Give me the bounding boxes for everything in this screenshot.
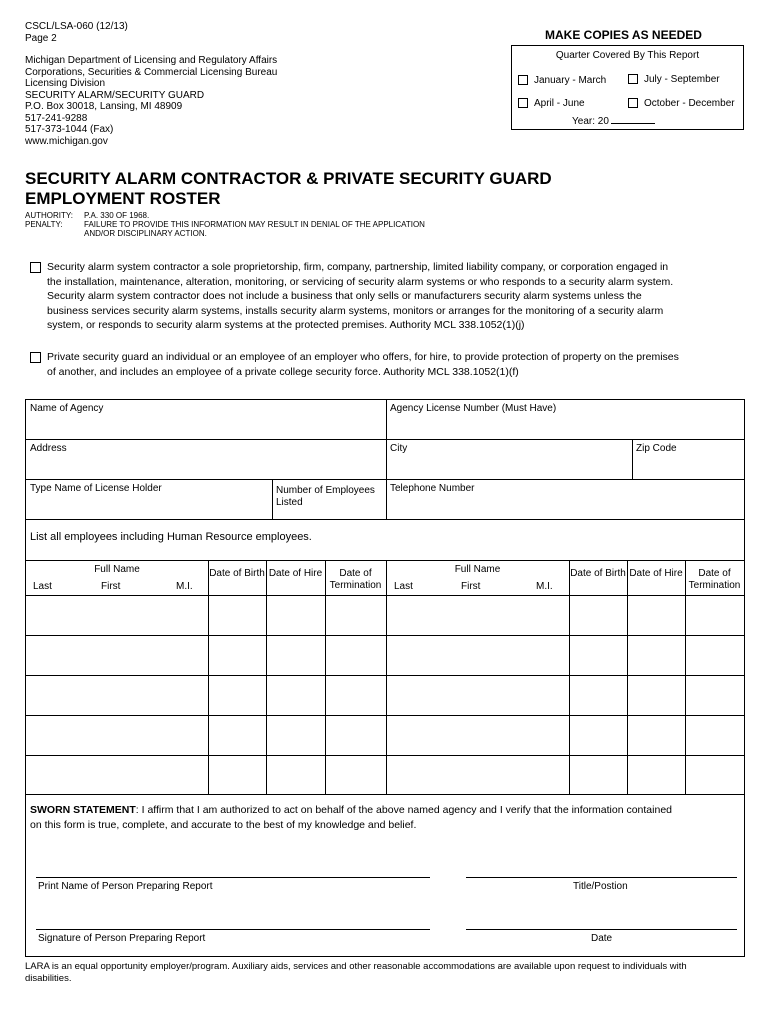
- quarter-title: Quarter Covered By This Report: [555, 50, 700, 61]
- footer-note: [25, 961, 745, 984]
- bureau-name: Corporations, Securities & Commercial Licensing Bureau: [25, 66, 278, 78]
- address-field[interactable]: Address: [30, 443, 67, 454]
- year-field[interactable]: [572, 116, 655, 127]
- title-position-line[interactable]: [466, 877, 737, 878]
- alarm-line-2: the installation, maintenance, alteration, monitoring, or servicing of security alarm systems or who responds to a security alarm system.: [47, 275, 674, 288]
- checkbox-q1[interactable]: [518, 75, 528, 85]
- alarm-line-5: system, or responds to security alarm systems at the protected premises. Authority MCL 338.1052(1)(j): [47, 319, 525, 331]
- dot-header-right-1: Date of: [698, 568, 731, 579]
- page-title: [25, 169, 552, 209]
- penalty-value-2: AND/OR DISCIPLINARY ACTION.: [84, 229, 207, 238]
- telephone-field[interactable]: Telephone Number: [390, 483, 475, 494]
- title-line-1: SECURITY ALARM CONTRACTOR & PRIVATE SECURITY GUARD: [25, 169, 552, 188]
- year-label: Year: 20: [572, 116, 609, 127]
- q4-label: October - December: [644, 98, 735, 109]
- q2-label: April - June: [534, 98, 585, 109]
- license-holder-field[interactable]: Type Name of License Holder: [30, 483, 162, 494]
- website: www.michigan.gov: [25, 135, 108, 147]
- fax-number: 517-373-1044 (Fax): [25, 124, 114, 135]
- sworn-statement: [30, 803, 672, 832]
- roster-form: [25, 399, 745, 957]
- alarm-contractor-text: [47, 260, 673, 333]
- guard-line-1: Private security guard an individual or an employee of an employer who offers, for hire, to provide protection of property on the premises: [47, 351, 679, 363]
- dob-header-right: Date of Birth: [570, 568, 626, 579]
- make-copies-note: MAKE COPIES AS NEEDED: [545, 28, 702, 42]
- dot-header-left: [325, 568, 386, 591]
- q1-label: January - March: [534, 75, 607, 86]
- agency-license-field[interactable]: Agency License Number (Must Have): [390, 403, 557, 414]
- date-line[interactable]: [466, 929, 737, 930]
- guard-line-2: of another, and includes an employee of a private college security force. Authority MCL 338.1052(1)(f): [47, 365, 519, 378]
- page-number: Page 2: [25, 32, 57, 44]
- doh-header-right: Date of Hire: [629, 568, 683, 579]
- full-name-header-right: Full Name: [454, 564, 501, 575]
- last-header-left: Last: [33, 581, 52, 592]
- phone-number: 517-241-9288: [25, 112, 88, 124]
- dot-header-left-1: Date of: [339, 568, 372, 579]
- division-name: Licensing Division: [25, 78, 106, 89]
- doh-header-left: Date of Hire: [268, 568, 323, 579]
- city-field[interactable]: City: [390, 443, 408, 454]
- sworn-label: SWORN STATEMENT: [30, 804, 136, 816]
- checkbox-q4[interactable]: [628, 98, 638, 108]
- alarm-line-3: Security alarm system contractor does not include a business that only sells or manufacturers security alarm systems unless the: [47, 290, 642, 302]
- agency-name-field[interactable]: Name of Agency: [30, 403, 104, 414]
- dob-header-left: Date of Birth: [209, 568, 265, 579]
- print-name-label: Print Name of Person Preparing Report: [38, 881, 213, 892]
- footer-line-2: disabilities.: [25, 972, 72, 984]
- security-guard-text: [47, 350, 679, 379]
- footer-line-1: LARA is an equal opportunity employer/program. Auxiliary aids, services and other reasonable accommodations are available upon request to individuals with: [25, 961, 687, 972]
- quarter-box: [511, 45, 744, 130]
- signature-line[interactable]: [36, 929, 430, 930]
- q3-label: July - September: [644, 74, 720, 85]
- dot-header-left-2: Termination: [329, 579, 382, 591]
- num-employees-field[interactable]: Number of Employees Listed: [276, 485, 375, 508]
- mailing-address: P.O. Box 30018, Lansing, MI 48909: [25, 101, 183, 112]
- authority-value: P.A. 330 OF 1968.: [84, 211, 150, 220]
- penalty-value-1: FAILURE TO PROVIDE THIS INFORMATION MAY RESULT IN DENIAL OF THE APPLICATION: [84, 220, 425, 229]
- checkbox-security-guard[interactable]: [30, 352, 41, 363]
- authority-block: [25, 211, 425, 238]
- print-name-line[interactable]: [36, 877, 430, 878]
- alarm-line-1: Security alarm system contractor a sole proprietorship, firm, company, partnership, limited liability company, or corporation engaged in: [47, 261, 669, 273]
- list-all-instruction: List all employees including Human Resource employees.: [30, 531, 312, 543]
- authority-key: AUTHORITY:: [25, 211, 74, 220]
- title-position-label: Title/Postion: [573, 881, 628, 892]
- sworn-text-2: on this form is true, complete, and accurate to the best of my knowledge and belief.: [30, 818, 417, 831]
- dot-header-right-2: Termination: [688, 579, 741, 591]
- signature-label: Signature of Person Preparing Report: [38, 933, 206, 944]
- full-name-header-left: Full Name: [94, 564, 140, 575]
- year-line: [611, 122, 655, 124]
- alarm-line-4: business services security alarm systems, installs security alarm systems, monitors or arranges for the monitoring of a security alarm: [47, 304, 664, 317]
- last-header-right: Last: [394, 581, 413, 592]
- program-name: SECURITY ALARM/SECURITY GUARD: [25, 89, 205, 101]
- checkbox-q3[interactable]: [628, 74, 638, 84]
- dot-header-right: [685, 568, 744, 591]
- mi-header-left: M.I.: [176, 581, 193, 592]
- mi-header-right: M.I.: [536, 581, 553, 592]
- department-name: Michigan Department of Licensing and Regulatory Affairs: [25, 55, 278, 66]
- first-header-right: First: [461, 581, 481, 592]
- title-line-2: EMPLOYMENT ROSTER: [25, 189, 221, 208]
- agency-header: [25, 21, 277, 147]
- checkbox-q2[interactable]: [518, 98, 528, 108]
- form-id: CSCL/LSA-060 (12/13): [25, 21, 128, 32]
- first-header-left: First: [101, 581, 121, 592]
- zip-field[interactable]: Zip Code: [636, 443, 677, 454]
- penalty-key: PENALTY:: [25, 220, 63, 229]
- date-label: Date: [591, 933, 613, 944]
- checkbox-alarm-contractor[interactable]: [30, 262, 41, 273]
- sworn-text-1: : I affirm that I am authorized to act on behalf of the above named agency and I verify that the information contained: [135, 804, 672, 816]
